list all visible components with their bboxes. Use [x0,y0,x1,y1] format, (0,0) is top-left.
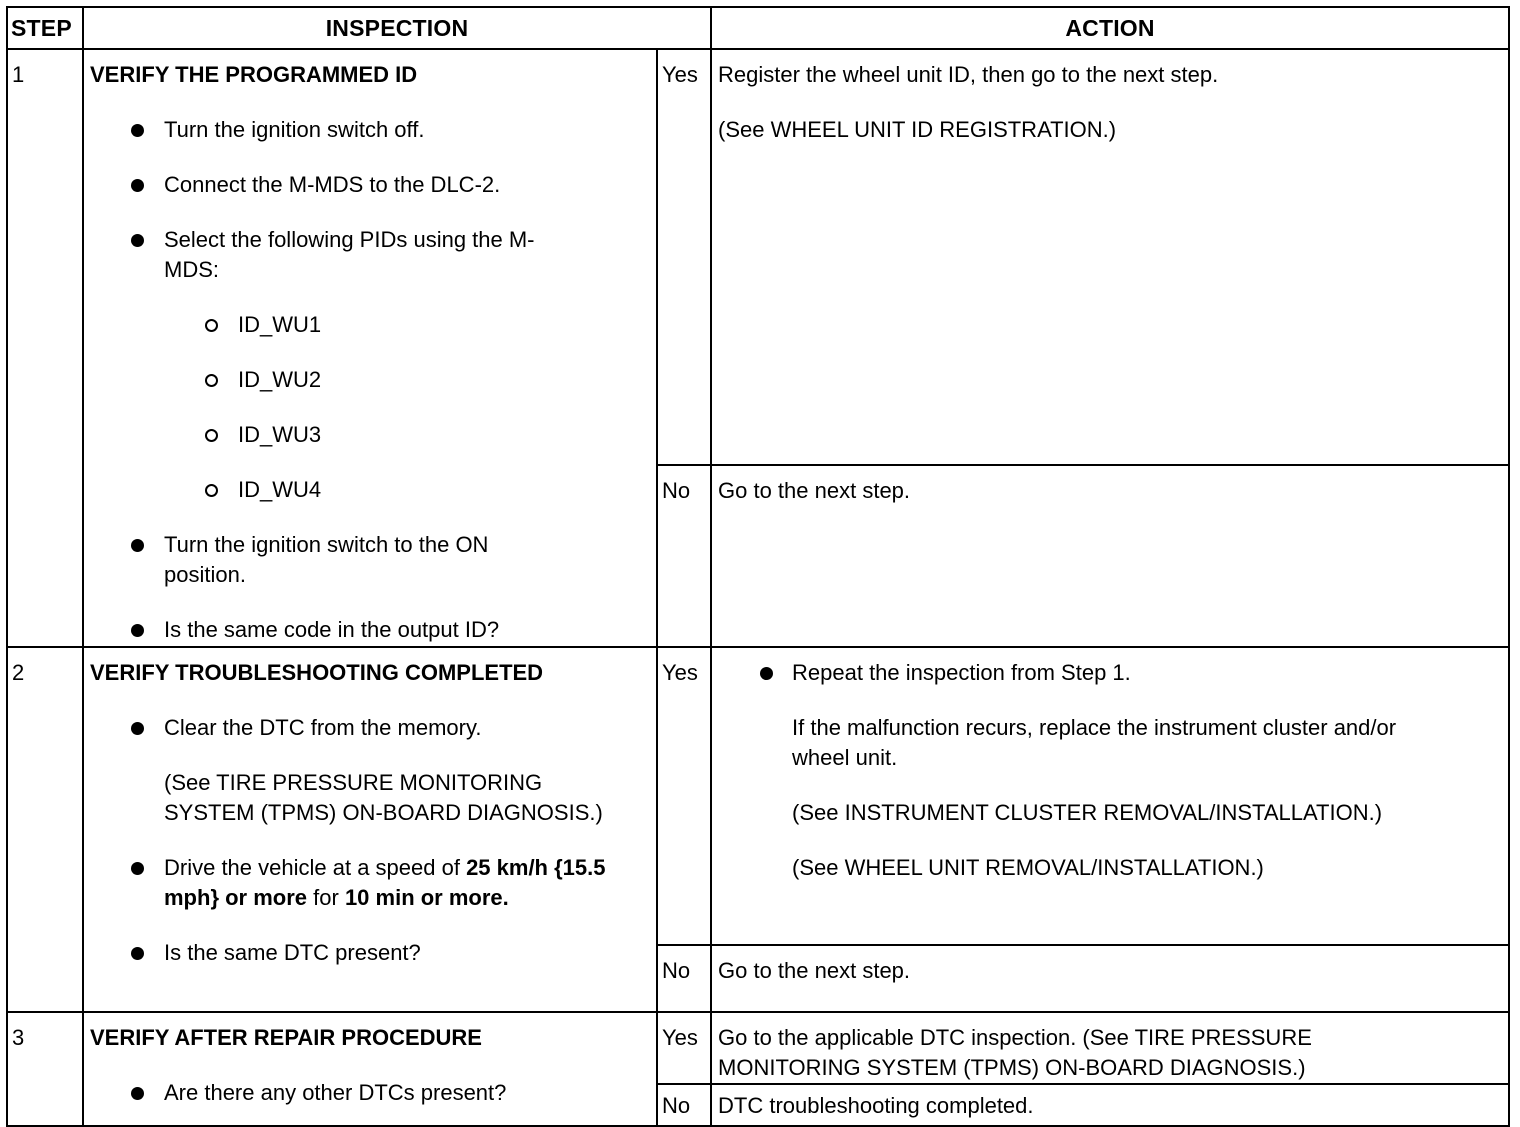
pid-list [164,310,650,505]
pid-item [164,365,650,395]
action-list [718,658,1502,688]
action-reference: (See WHEEL UNIT REMOVAL/INSTALLATION.) [792,855,1264,880]
list-item [90,115,650,145]
circle-bullet-icon [205,484,218,497]
step-title: VERIFY THE PROGRAMMED ID [90,62,418,87]
pid-text: ID_WU1 [238,312,322,337]
list-item [90,170,650,200]
step-title: VERIFY TROUBLESHOOTING COMPLETED [90,660,544,685]
header-inspection: INSPECTION [83,7,711,49]
list-item-text: Turn the ignition switch off. [164,117,425,142]
list-item-text: Drive the vehicle at a speed of 25 km/h {15.5 mph} or more for 10 min or more. [164,855,606,910]
circle-bullet-icon [205,429,218,442]
step-2-yes-action [711,647,1509,945]
header-action: ACTION [711,7,1509,49]
bullet-icon [760,667,773,680]
circle-bullet-icon [205,374,218,387]
list-item-text: Clear the DTC from the memory. [164,715,482,740]
no-label: No [657,945,711,1012]
pid-text: ID_WU3 [238,422,322,447]
bullet-icon [131,234,144,247]
header-step: STEP [7,7,83,49]
action-text: Register the wheel unit ID, then go to the next step. [718,62,1219,87]
list-item-text: Connect the M-MDS to the DLC-2. [164,172,501,197]
bullet-icon [131,947,144,960]
bullet-icon [131,722,144,735]
action-text: If the malfunction recurs, replace the instrument cluster and/or wheel unit. [792,715,1397,770]
step-3-yes-action [711,1012,1509,1084]
header-row [7,7,1509,49]
step-title: VERIFY AFTER REPAIR PROCEDURE [90,1025,482,1050]
yes-label: Yes [657,49,711,465]
list-item [90,853,650,913]
action-text: Go to the next step. [718,958,911,983]
list-item [718,658,1502,688]
list-item-text: Are there any other DTCs present? [164,1080,507,1105]
yes-label: Yes [657,647,711,945]
pid-item [164,310,650,340]
step-2-yes-row [7,647,1509,945]
bullet-icon [131,624,144,637]
action-reference: (See WHEEL UNIT ID REGISTRATION.) [718,117,1117,142]
pid-text: ID_WU2 [238,367,322,392]
list-item [90,615,650,645]
inspection-list [90,115,650,645]
step-1-inspection [83,49,657,647]
yes-label: Yes [657,1012,711,1084]
list-item [90,1078,650,1108]
step-1-no-action [711,465,1509,647]
action-text: Go to the applicable DTC inspection. (See TIRE PRESSURE MONITORING SYSTEM (TPMS) ON-BOARD DIAGNOSIS.) [718,1025,1312,1080]
action-reference: (See INSTRUMENT CLUSTER REMOVAL/INSTALLATION.) [792,800,1383,825]
bullet-icon [131,539,144,552]
bullet-icon [131,862,144,875]
list-item [90,225,650,505]
pid-item [164,420,650,450]
step-number: 1 [7,49,83,647]
list-item-text: Select the following PIDs using the M-MDS: [164,227,535,282]
step-3-yes-row [7,1012,1509,1084]
step-3-inspection [83,1012,657,1126]
no-label: No [657,1084,711,1126]
pid-item [164,475,650,505]
step-1-yes-row [7,49,1509,465]
step-number: 2 [7,647,83,1012]
bullet-icon [131,1087,144,1100]
inspection-list [90,713,650,968]
circle-bullet-icon [205,319,218,332]
troubleshooting-table-wrapper [6,6,1508,1118]
action-text: DTC troubleshooting completed. [718,1093,1034,1118]
bullet-icon [131,124,144,137]
pid-text: ID_WU4 [238,477,322,502]
action-text: Go to the next step. [718,478,911,503]
inspection-list [90,1078,650,1108]
step-2-inspection [83,647,657,1012]
step-number: 3 [7,1012,83,1126]
bullet-icon [131,179,144,192]
no-label: No [657,465,711,647]
step-1-yes-action [711,49,1509,465]
list-item [90,530,650,590]
step-2-no-action [711,945,1509,1012]
list-item-reference: (See TIRE PRESSURE MONITORING SYSTEM (TPMS) ON-BOARD DIAGNOSIS.) [164,770,603,825]
list-item-text: Repeat the inspection from Step 1. [792,660,1131,685]
list-item-text: Is the same DTC present? [164,940,421,965]
list-item-text: Turn the ignition switch to the ON position. [164,532,489,587]
list-item [90,938,650,968]
troubleshooting-table [6,6,1510,1127]
list-item [90,713,650,828]
list-item-text: Is the same code in the output ID? [164,617,500,642]
